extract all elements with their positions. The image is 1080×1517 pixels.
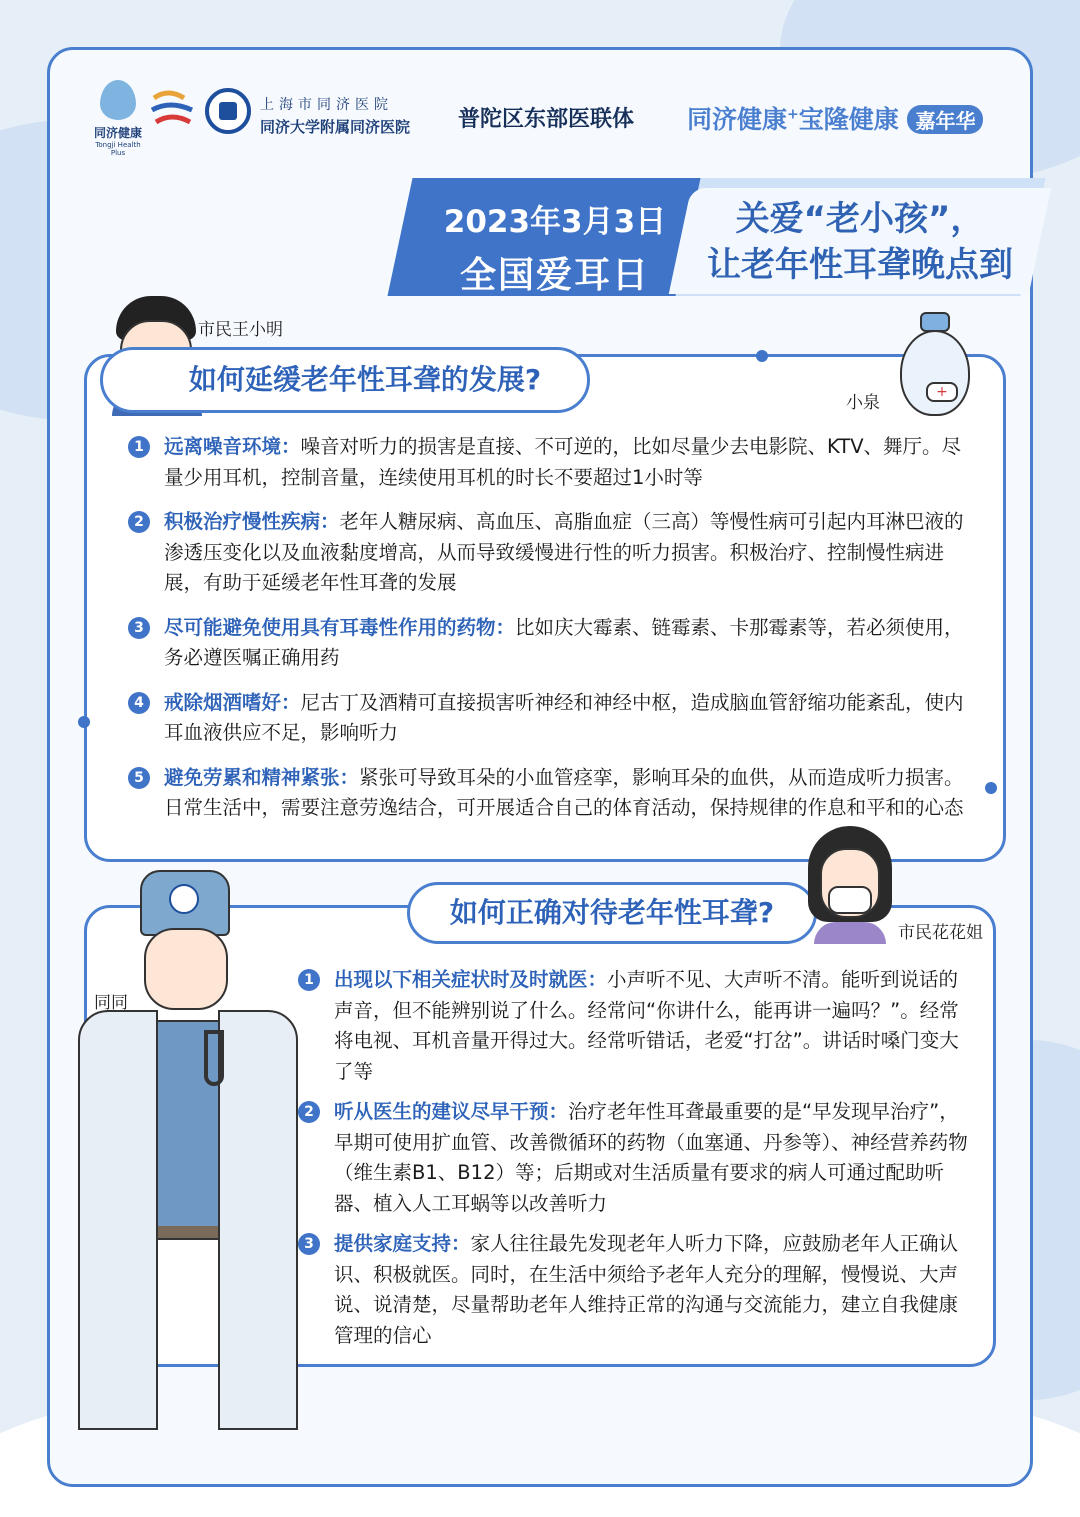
- title-line2: 让老年性耳聋晚点到: [707, 245, 1013, 285]
- list-item: [298, 1097, 968, 1219]
- xiaoquan-mascot: [900, 312, 970, 416]
- brand-logo: [687, 100, 983, 136]
- number-badge: 1: [128, 436, 150, 458]
- coat-left: [78, 1010, 158, 1430]
- consortium-name: 普陀区东部医联体: [458, 107, 635, 132]
- list-item: [298, 1229, 968, 1351]
- brand-second: 宝隆健康: [798, 105, 899, 134]
- title-line1: 关爱“老小孩”，: [735, 199, 985, 239]
- item-body: 老年人糖尿病、高血压、高脂血症（三高）等慢性病可引起内耳淋巴液的渗透压变化以及血液黏度增高，从而导致缓慢进行性的听力损害。积极治疗、控制慢性病进展，有助于延缓老年性耳聋的发展: [164, 510, 964, 594]
- section1-title: 如何延缓老年性耳聋的发展?: [100, 347, 590, 413]
- item-body: 家人往往最先发现老年人听力下降，应鼓励老年人正确认识、积极就医。同时，在生活中须给予老年人充分的理解，慢慢说、大声说、说清楚，尽量帮助老年人维持正常的沟通与交流能力，建立自我健康管理的信心: [334, 1232, 959, 1347]
- hospital-name-line1: 上海市同济医院: [260, 97, 393, 113]
- event-day: 全国爱耳日: [459, 255, 650, 296]
- item-body: 噪音对听力的损害是直接、不可逆的，比如尽量少去电影院、KTV、舞厅。尽量少用耳机，控制音量，连续使用耳机的时长不要超过1小时等: [164, 435, 962, 489]
- item-heading: 积极治疗慢性疾病：: [164, 510, 340, 533]
- list-item: [128, 688, 968, 749]
- caption-xiaoquan: 小泉: [846, 393, 880, 413]
- decor-dot: [756, 350, 768, 362]
- decor-dot: [78, 716, 90, 728]
- title-banner: [690, 196, 1030, 288]
- face: [144, 928, 228, 1010]
- number-badge: 3: [128, 617, 150, 639]
- item-body: 比如庆大霉素、链霉素、卡那霉素等，若必须使用，务必遵医嘱正确用药: [164, 615, 964, 669]
- item-body: 紧张可导致耳朵的小血管痉挛，影响耳朵的血供，从而造成听力损害。日常生活中，需要注意劳逸结合，可开展适合自己的体育活动，保持规律的作息和平和的心态: [164, 765, 964, 819]
- list-item: [128, 432, 968, 493]
- decor-dot: [985, 782, 997, 794]
- list-item: [128, 507, 968, 599]
- cap-emblem-icon: [169, 884, 199, 914]
- tongji-health-logo: [90, 80, 146, 157]
- item-heading: 尽可能避免使用具有耳毒性作用的药物：: [164, 615, 516, 639]
- hospital-name: [260, 94, 410, 137]
- hospital-seal-icon: [205, 88, 251, 134]
- number-badge: 3: [298, 1233, 320, 1255]
- item-heading: 提供家庭支持：: [334, 1232, 471, 1255]
- section2-title: 如何正确对待老年性耳聋?: [407, 882, 817, 944]
- shirt: [814, 922, 886, 944]
- item-body: 小声听不见、大声听不清。能听到说话的声音，但不能辨别说了什么。经常问“你讲什么，能再讲一遍吗？”。经常将电视、耳机音量开得过大。经常听错话，老爱“打岔”。讲话时嗓门变大了等: [334, 968, 959, 1083]
- item-heading: 听从医生的建议尽早干预：: [334, 1100, 569, 1123]
- item-heading: 避免劳累和精神紧张：: [164, 765, 360, 789]
- doctor-tongtong: [78, 870, 298, 1430]
- hospital-name-line2: 同济大学附属同济医院: [260, 118, 411, 136]
- coat-right: [218, 1010, 298, 1430]
- brand-plus: +: [787, 106, 799, 123]
- stethoscope-icon: [204, 1030, 224, 1086]
- item-heading: 出现以下相关症状时及时就医：: [334, 968, 608, 991]
- date-banner: [405, 196, 705, 298]
- section1-list: [128, 432, 968, 838]
- number-badge: 5: [128, 767, 150, 789]
- item-heading: 戒除烟酒嗜好：: [164, 690, 301, 714]
- number-badge: 2: [128, 511, 150, 533]
- item-body: 尼古丁及酒精可直接损害听神经和神经中枢，造成脑血管舒缩功能紊乱，使内耳血液供应不足，影响听力: [164, 690, 964, 744]
- drop-body: [900, 330, 970, 416]
- caption-wang: 市民王小明: [198, 320, 283, 340]
- list-item: [128, 763, 968, 824]
- mask-icon: [828, 886, 872, 914]
- item-heading: 远离噪音环境：: [164, 435, 301, 458]
- belt: [148, 1226, 224, 1238]
- brand-main: 同济健康: [687, 105, 788, 134]
- number-badge: 1: [298, 969, 320, 991]
- huahua-avatar: [808, 826, 892, 944]
- wave-logo-icon: [148, 88, 198, 132]
- number-badge: 2: [298, 1101, 320, 1123]
- mask-icon: +: [926, 382, 958, 402]
- list-item: [298, 965, 968, 1087]
- list-item: [128, 613, 968, 674]
- nurse-cap: [920, 312, 950, 332]
- event-date: 2023年3月3日: [443, 204, 667, 240]
- water-drop-icon: [100, 80, 136, 120]
- caption-tongtong: 同同: [94, 993, 128, 1013]
- section2-list: [298, 965, 968, 1361]
- item-body: 治疗老年性耳聋最重要的是“早发现早治疗”，早期可使用扩血管、改善微循环的药物（血塞通、丹参等）、神经营养药物（维生素B1、B12）等；后期或对生活质量有要求的病人可通过配助听器、植入人工耳蜗等以改善听力: [334, 1100, 968, 1215]
- logo-english: Tongji Health Plus: [95, 141, 141, 157]
- brand-badge: 嘉年华: [907, 105, 983, 134]
- number-badge: 4: [128, 692, 150, 714]
- caption-huahua: 市民花花姐: [898, 923, 983, 943]
- header: [90, 80, 1010, 157]
- logo-name: 同济健康: [93, 126, 142, 140]
